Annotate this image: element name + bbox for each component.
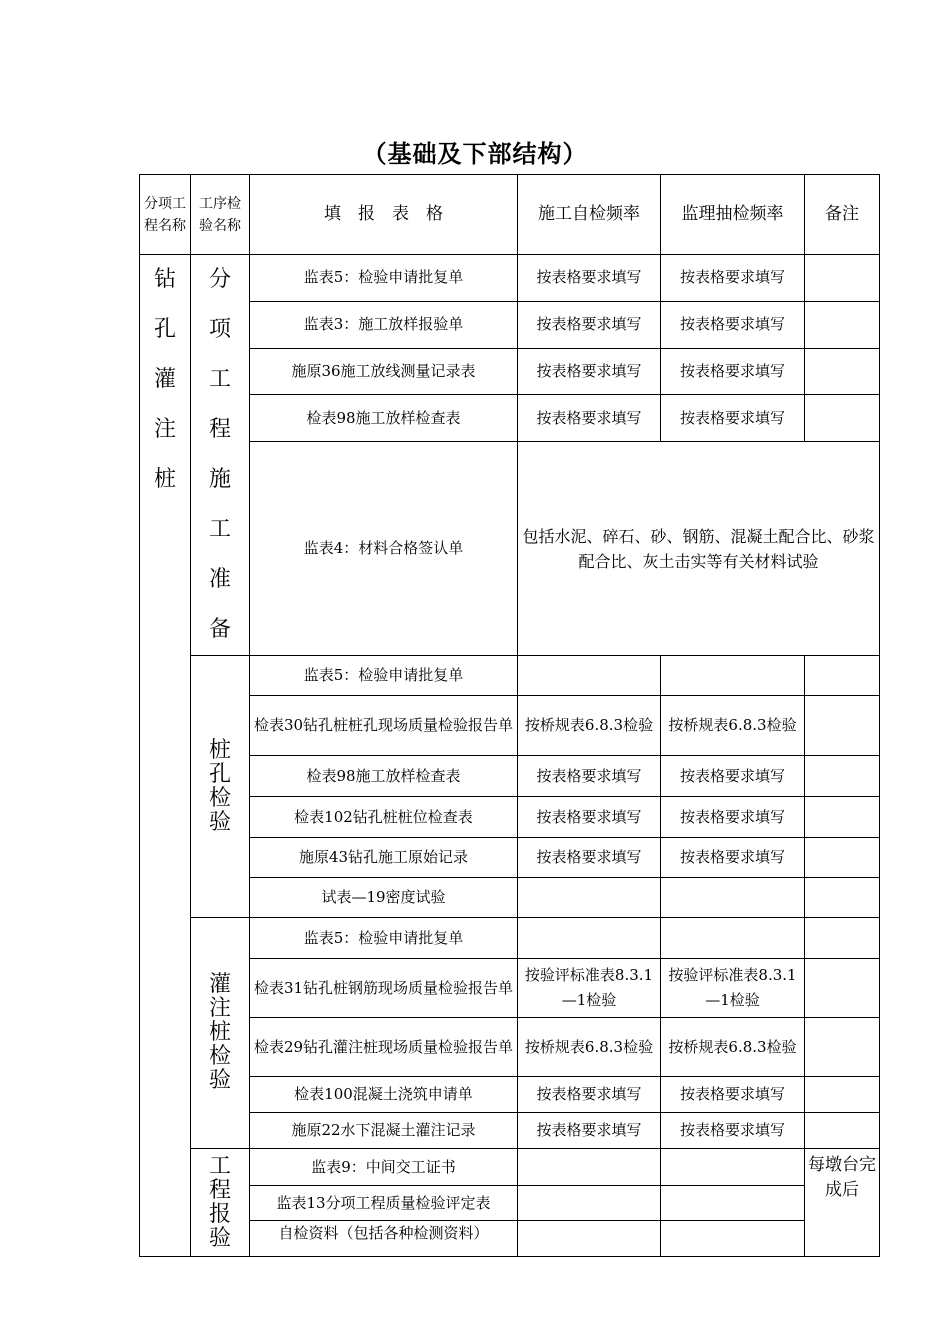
note-cell [805, 696, 880, 756]
supervisor-check-cell: 按表格要求填写 [661, 395, 805, 442]
self-check-cell: 按表格要求填写 [518, 1077, 661, 1113]
table-row [140, 756, 880, 797]
self-check-cell [518, 1186, 661, 1221]
self-check-cell: 按验评标准表8.3.1—1检验 [518, 959, 661, 1018]
item-name: 钻孔灌注桩 [154, 267, 177, 492]
form-cell: 检表102钻孔桩桩位检查表 [250, 797, 518, 838]
self-check-cell: 按桥规表6.8.3检验 [518, 696, 661, 756]
header-process-name: 工序检验名称 [191, 175, 250, 255]
table-row [140, 1018, 880, 1077]
supervisor-check-cell [661, 918, 805, 959]
supervisor-check-cell: 按表格要求填写 [661, 756, 805, 797]
note-cell [805, 395, 880, 442]
self-check-cell: 按表格要求填写 [518, 756, 661, 797]
item-name-cell [140, 255, 191, 1257]
section-name-cell [191, 1149, 250, 1257]
supervisor-check-cell: 按表格要求填写 [661, 838, 805, 878]
table-row [140, 1186, 880, 1221]
self-check-cell [518, 1221, 661, 1257]
note-cell [805, 918, 880, 959]
section-name: 分项工程施工准备 [209, 267, 232, 642]
self-check-cell: 按表格要求填写 [518, 301, 661, 348]
self-check-cell: 按表格要求填写 [518, 838, 661, 878]
supervisor-check-cell: 按表格要求填写 [661, 1077, 805, 1113]
note-cell [805, 959, 880, 1018]
note-cell [805, 348, 880, 395]
table-row [140, 255, 880, 302]
supervisor-check-cell: 按表格要求填写 [661, 255, 805, 302]
note-cell [805, 301, 880, 348]
form-cell: 检表30钻孔桩桩孔现场质量检验报告单 [250, 696, 518, 756]
supervisor-check-cell [661, 1221, 805, 1257]
section-name: 工程报验 [209, 1153, 232, 1251]
form-cell: 检表98施工放样检查表 [250, 395, 518, 442]
form-cell: 检表31钻孔桩钢筋现场质量检验报告单 [250, 959, 518, 1018]
self-check-cell: 按表格要求填写 [518, 797, 661, 838]
section-name-cell [191, 255, 250, 656]
self-check-cell [518, 918, 661, 959]
supervisor-check-cell: 按表格要求填写 [661, 797, 805, 838]
table-row [140, 696, 880, 756]
note-cell [805, 255, 880, 302]
form-cell: 监表3：施工放样报验单 [250, 301, 518, 348]
self-check-cell [518, 878, 661, 918]
table-row [140, 959, 880, 1018]
section-name: 灌注桩检验 [209, 972, 232, 1093]
supervisor-check-cell [661, 656, 805, 696]
note-cell-per-pier: 每墩台完成后 [805, 1149, 880, 1257]
note-cell [805, 756, 880, 797]
note-cell [805, 797, 880, 838]
note-cell [805, 878, 880, 918]
note-cell [805, 1077, 880, 1113]
note-cell [805, 1018, 880, 1077]
self-check-cell [518, 1149, 661, 1186]
form-cell: 施原22水下混凝土灌注记录 [250, 1113, 518, 1149]
inspection-table [139, 174, 880, 1257]
form-cell: 监表5：检验申请批复单 [250, 656, 518, 696]
table-row [140, 797, 880, 838]
form-cell: 检表100混凝土浇筑申请单 [250, 1077, 518, 1113]
form-cell: 监表5：检验申请批复单 [250, 255, 518, 302]
self-check-cell: 按桥规表6.8.3检验 [518, 1018, 661, 1077]
header-note: 备注 [805, 175, 880, 255]
form-cell: 监表9：中间交工证书 [250, 1149, 518, 1186]
table-row [140, 301, 880, 348]
section-name: 桩孔检验 [209, 737, 232, 835]
supervisor-check-cell: 按验评标准表8.3.1—1检验 [661, 959, 805, 1018]
form-cell: 施原36施工放线测量记录表 [250, 348, 518, 395]
supervisor-check-cell: 按表格要求填写 [661, 1113, 805, 1149]
supervisor-check-cell: 按表格要求填写 [661, 301, 805, 348]
form-cell: 监表4：材料合格签认单 [250, 442, 518, 656]
header-item-name: 分项工程名称 [140, 175, 191, 255]
note-cell [805, 838, 880, 878]
form-cell: 试表—19密度试验 [250, 878, 518, 918]
page-title: （基础及下部结构） [362, 139, 588, 168]
form-cell: 检表98施工放样检查表 [250, 756, 518, 797]
section-name-cell [191, 918, 250, 1149]
supervisor-check-cell: 按表格要求填写 [661, 348, 805, 395]
table-row [140, 1077, 880, 1113]
supervisor-check-cell [661, 1186, 805, 1221]
header-supervisor-check: 监理抽检频率 [661, 175, 805, 255]
supervisor-check-cell [661, 878, 805, 918]
table-row [140, 442, 880, 656]
supervisor-check-cell: 按桥规表6.8.3检验 [661, 696, 805, 756]
self-check-cell: 按表格要求填写 [518, 255, 661, 302]
self-check-cell: 按表格要求填写 [518, 348, 661, 395]
table-row [140, 918, 880, 959]
supervisor-check-cell [661, 1149, 805, 1186]
table-row [140, 1149, 880, 1186]
form-cell: 施原43钻孔施工原始记录 [250, 838, 518, 878]
header-row [140, 175, 880, 255]
note-cell [805, 1113, 880, 1149]
section-name-cell [191, 656, 250, 918]
table-row [140, 1221, 880, 1257]
table-row [140, 395, 880, 442]
supervisor-check-cell: 按桥规表6.8.3检验 [661, 1018, 805, 1077]
header-self-check: 施工自检频率 [518, 175, 661, 255]
table-row [140, 878, 880, 918]
self-check-cell: 按表格要求填写 [518, 395, 661, 442]
self-check-cell: 按表格要求填写 [518, 1113, 661, 1149]
form-cell: 监表13分项工程质量检验评定表 [250, 1186, 518, 1221]
header-form: 填 报 表 格 [250, 175, 518, 255]
form-cell: 检表29钻孔灌注桩现场质量检验报告单 [250, 1018, 518, 1077]
note-cell [805, 656, 880, 696]
self-check-cell [518, 656, 661, 696]
table-row [140, 656, 880, 696]
table-row [140, 838, 880, 878]
form-cell: 自检资料（包括各种检测资料） [250, 1221, 518, 1257]
table-row [140, 1113, 880, 1149]
form-cell: 监表5：检验申请批复单 [250, 918, 518, 959]
material-test-description: 包括水泥、碎石、砂、钢筋、混凝土配合比、砂浆配合比、灰土击实等有关材料试验 [518, 442, 880, 656]
table-row [140, 348, 880, 395]
